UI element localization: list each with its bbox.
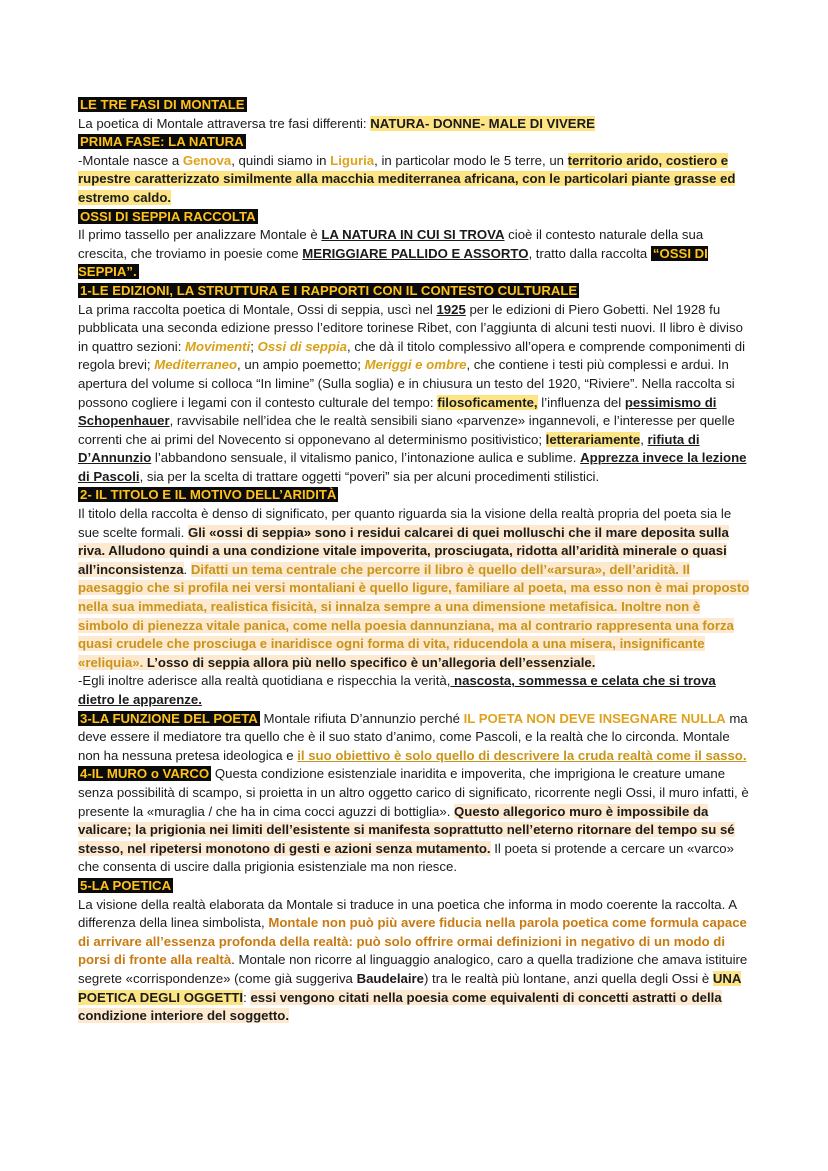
liguria-word: Liguria [330,152,375,168]
section-3-paragraph [78,710,750,766]
s1-comma: , [640,431,648,447]
heading-section-5: 5-LA POETICA [80,877,172,893]
heading-section-1: 1-LE EDIZIONI, LA STRUTTURA E I RAPPORTI CON IL CONTESTO CULTURALE [80,282,578,298]
s1-text-d: , un ampio poemetto; [237,357,365,373]
s5-text-b: . Montale non ricorre al linguaggio analogico, caro a quella tradizione che amava istituire segrete «corrispondenze» (come già suggeriva [78,952,748,986]
section-4-paragraph [78,765,750,877]
natura-text-b: , quindi siamo in [231,152,331,168]
s1-text-i: , sia per la scelta di trattare oggetti “poveri” sia per alcuni procedimenti stilistici. [139,468,600,484]
s1-year: 1925 [436,301,466,317]
heading-section-4: 4-IL MURO o VARCO [80,766,210,782]
s1-mediterraneo: Mediterraneo [154,357,238,373]
ossi-natura-underlined: LA NATURA IN CUI SI TROVA [321,227,505,243]
s1-filosoficamente: filosoficamente, [437,394,538,410]
s1-apprezza: Apprezza invece la lezione di Pascoli [78,450,747,484]
s4-highlight: Questo allegorico muro è impossibile da valicare; la prigionia nei limiti dell’esistente si manifesta soprattutto nell’eterno ritornare del tempo su sé stesso, nel ripetersi monotono di gesti e azioni senza mutamento. [78,803,735,856]
heading-section-2: 2- IL TITOLO E IL MOTIVO DELL’ARIDITÀ [80,487,337,503]
s1-text-f: l’influenza del [537,394,625,410]
s5-orange: Montale non può più avere fiducia nella parola poetica come formula capace di arrivare all’essenza profonda della realtà: può solo offrire ormai definizioni in negativo di un modo di porsi di fronte alla realtà [78,915,747,968]
s5-poetica-oggetti: UNA POETICA DEGLI OGGETTI [78,970,742,1005]
s1-semicolon: ; [250,338,258,354]
s2-underlined: nascosta, sommessa e celata che si trova dietro le apparenze. [78,673,716,707]
s1-pessimismo: pessimismo di Schopenhauer [78,394,717,429]
s1-rifiuta: rifiuta di D’Annunzio [78,431,700,466]
section-2-paragraph [78,486,750,709]
s3-text-b: ma deve essere il mediatore tra quello che è il suo stato d’animo, come Pascoli, e la realtà che lo circonda. Montale non ha nessuna pretesa ideologica e [78,710,748,763]
ossi-title-dark: “OSSI DI SEPPIA”. [78,245,708,280]
s1-text-g: , ravvisabile nell’idea che le realtà sensibili siano «parvenze» ingannevoli, e l’interesse per quelle correnti che ai primi del Novecento si opponevano al determinismo positivistico; [78,413,735,447]
s3-text-a: Montale rifiuta D’annunzio perché [259,710,464,726]
fasi-paragraph [78,96,750,282]
s1-text-a: La prima raccolta poetica di Montale, Ossi di seppia, uscì nel [78,301,437,317]
s2-highlight-1: Gli «ossi di seppia» sono i residui calcarei di quei molluschi che il mare deposita sulla riva. Alludono quindi a una condizione vitale impoverita, prosciugata, ridotta all’aridità minerale o quasi all’inconsistenza [78,524,729,577]
s5-colon: : [243,989,251,1005]
ossi-text-a: Il primo tassello per analizzare Montale è [78,227,322,243]
s4-text-b: Il poeta si protende a cercare un «varco» che consenta di uscire dalla prigionia esistenziale ma non riesce. [78,840,734,875]
heading-prima-fase: PRIMA FASE: LA NATURA [80,134,244,150]
s2-highlight-3: L’osso di seppia allora più nello specifico è un’allegoria dell’essenziale. [143,654,596,670]
ossi-text-c: cioè il contesto naturale della sua crescita, che troviamo in poesie come [78,227,704,261]
s1-movimenti: Movimenti [185,338,251,354]
natura-highlight: territorio arido, costiero e rupestre caratterizzato similmente alla macchia mediterranea africana, con le particolari piante grasse ed estremo caldo. [78,152,736,205]
s1-letterariamente: letterariamente [545,431,641,447]
heading-tre-fasi: LE TRE FASI DI MONTALE [80,97,245,112]
s2-text-b: -Egli inoltre aderisce alla realtà quotidiana e rispecchia la verità, [78,673,451,689]
natura-text-a: -Montale nasce a [78,152,183,168]
ossi-text-e: , tratto dalla raccolta [528,245,651,261]
s1-text-e: , che contiene i testi più complessi e ardui. In apertura del volume si colloca “In limine” (Sulla soglia) e in chiusura un testo del 1920, “Riviere”. Nella raccolta si possono cogliere i legami con il contesto culturale del tempo: [78,357,735,410]
s3-underlined: il suo obiettivo è solo quello di descrivere la cruda realtà come il sasso. [297,747,747,763]
section-5-paragraph [78,877,750,1026]
natura-text-c: , in particolar modo le 5 terre, un [374,152,568,168]
intro-highlight: NATURA- DONNE- MALE DI VIVERE [370,115,595,131]
s5-text-c: ) tra le realtà più lontane, anzi quella degli Ossi è [424,970,713,986]
document-page [78,96,750,1026]
s1-text-b: per le edizioni di Piero Gobetti. Nel 1928 fu pubblicata una seconda edizione presso l’editore torinese Ribet, con l’aggiunta di alcuni testi nuovi. Il libro è diviso in quattro sezioni: [78,301,743,354]
s5-baudelaire: Baudelaire [356,970,424,986]
s5-text-a: La visione della realtà elaborata da Montale si traduce in una poetica che informa in modo coerente la raccolta. A differenza della linea simbolista, [78,896,737,931]
s1-meriggi: Meriggi e ombre [364,357,467,373]
genova-word: Genova [182,152,232,168]
s1-text-h: l’abbandono sensuale, il vitalismo panico, l’intonazione aulica e sublime. [151,450,581,466]
s4-text-a: Questa condizione esistenziale inaridita e impoverita, che imprigiona le creature umane senza possibilità di scampo, si proietta in un altro oggetto carico di significato, ricorrente negli Ossi, il muro infatti, è presente la «muraglia / che ha in cima cocci aguzzi di bottiglia». [78,766,749,819]
heading-ossi-raccolta: OSSI DI SEPPIA RACCOLTA [80,208,256,224]
intro-text: La poetica di Montale attraversa tre fasi differenti: [78,115,371,131]
s2-highlight-2: Difatti un tema centrale che percorre il libro è quello dell’«arsura», dell’aridità. Il paesaggio che si profila nei versi montaliani è quello ligure, familiare al poeta, ma esso non è mai proposto nella sua immediata, realistica fisicità, si innalza sempre a una dimensione metafisica. Inoltre non è simbolo di pienezza vitale panica, come nella poesia dannunziana, ma al contrario rappresenta una forza quasi crudele che prosciuga e inaridisce ogni forma di vita, riducendola a una misera, insignificante «reliquia». [78,561,750,670]
section-1-paragraph [78,282,750,487]
s2-text-a: Il titolo della raccolta è denso di significato, per quanto riguarda sia la visione della realtà propria del poeta sia le sue scelte formali. [78,506,732,540]
s2-dot: . [183,561,191,577]
s1-text-c: , che dà il titolo complessivo all’opera e comprende componimenti di regola brevi; [78,338,746,373]
heading-section-3: 3-LA FUNZIONE DEL POETA [80,710,258,726]
s1-ossi-section: Ossi di seppia [257,338,347,354]
ossi-meriggiare-underlined: MERIGGIARE PALLIDO E ASSORTO [302,245,529,261]
s5-highlight: essi vengono citati nella poesia come equivalenti di concetti astratti o della condizione interiore del soggetto. [78,989,722,1024]
s3-highlight: IL POETA NON DEVE INSEGNARE NULLA [463,710,726,726]
